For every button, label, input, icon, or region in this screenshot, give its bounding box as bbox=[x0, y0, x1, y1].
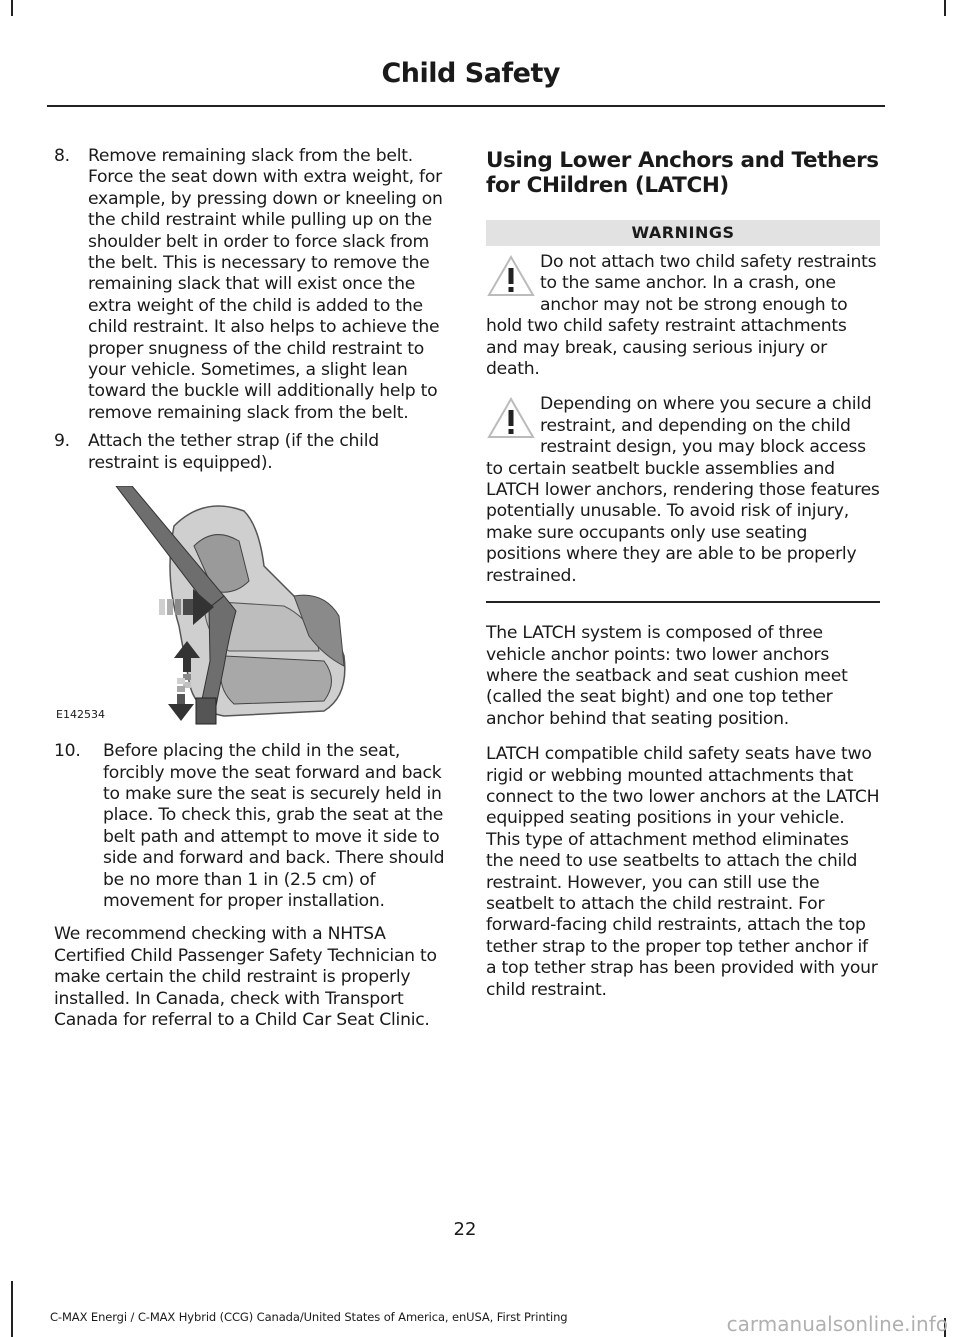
warnings-banner: WARNINGS bbox=[486, 220, 880, 246]
warning-text: Do not attach two child safety restraints to the same anchor. In a crash, one anchor may not be strong enough to hold two child safety restraint attachments and may break, causing serious injury or death. bbox=[486, 252, 877, 380]
step-8 bbox=[54, 146, 448, 424]
section-heading: Using Lower Anchors and Tethers for CHildren (LATCH) bbox=[486, 148, 879, 198]
child-seat-drawing bbox=[54, 486, 448, 731]
step-10 bbox=[54, 741, 448, 912]
warning-triangle-icon bbox=[486, 254, 536, 298]
step-text: Attach the tether strap (if the child restraint is equipped). bbox=[88, 431, 379, 473]
figure-code: E142534 bbox=[56, 707, 105, 721]
right-column bbox=[486, 146, 880, 1015]
step-number: 10. bbox=[54, 741, 81, 762]
crop-mark-top-right bbox=[944, 0, 946, 16]
left-column bbox=[54, 146, 448, 1045]
step-number: 8. bbox=[54, 146, 70, 166]
crop-mark-bottom-left bbox=[11, 1281, 13, 1337]
child-seat-illustration bbox=[54, 486, 448, 731]
step-number: 9. bbox=[54, 431, 70, 452]
header-rule bbox=[47, 105, 885, 107]
paragraph: The LATCH system is composed of three vehicle anchor points: two lower anchors where the seatback and seat cushion meet (called the seat bight) and one top tether anchor behind that seating position. bbox=[486, 623, 848, 729]
step-9 bbox=[54, 431, 448, 474]
watermark: carmanualsonline.info bbox=[726, 1312, 948, 1336]
warning-text: Depending on where you secure a child restraint, and depending on the child restraint design, you may block access to certain seatbelt buckle assemblies and LATCH lower anchors, rendering those features potentially unusable. To avoid risk of injury, make sure occupants only use seating positions where they are able to be properly restrained. bbox=[486, 394, 880, 586]
page-number: 22 bbox=[453, 1219, 477, 1240]
step-text: Before placing the child in the seat, forcibly move the seat forward and back to make sure the seat is securely held in place. To check this, grab the seat at the belt path and attempt to move it side to side and forward and back. There should be no more than 1 in (2.5 cm) of movement for proper installation. bbox=[103, 741, 445, 911]
warnings-end-rule bbox=[486, 601, 880, 603]
warning-2 bbox=[486, 394, 880, 587]
warning-triangle-icon bbox=[486, 396, 536, 440]
warning-1 bbox=[486, 252, 880, 380]
paragraph: We recommend checking with a NHTSA Certified Child Passenger Safety Technician to make certain the child restraint is properly installed. In Canada, check with Transport Canada for referral to a Child Car Seat Clinic. bbox=[54, 924, 437, 1030]
page-title: Child Safety bbox=[381, 58, 560, 89]
crop-mark-top-left bbox=[11, 0, 13, 16]
paragraph: LATCH compatible child safety seats have two rigid or webbing mounted attachments that connect to the two lower anchors at the LATCH equipped seating positions in your vehicle. This type of attachment method eliminates the need to use seatbelts to attach the child restraint. However, you can still use the seatbelt to attach the child restraint. For forward-facing child restraints, attach the top tether strap to the proper top tether anchor if a top tether strap has been provided with your child restraint. bbox=[486, 744, 880, 1000]
footer-text: C-MAX Energi / C-MAX Hybrid (CCG) Canada/United States of America, enUSA, First Printing bbox=[50, 1310, 568, 1324]
step-text: Remove remaining slack from the belt. Force the seat down with extra weight, for example, by pressing down or kneeling on the child restraint while pulling up on the shoulder belt in order to force slack from the belt. This is necessary to remove the remaining slack that will exist once the extra weight of the child is added to the child restraint. It also helps to achieve the proper snugness of the child restraint to your vehicle. Sometimes, a slight lean toward the buckle will additionally help to remove remaining slack from the belt. bbox=[88, 146, 443, 423]
